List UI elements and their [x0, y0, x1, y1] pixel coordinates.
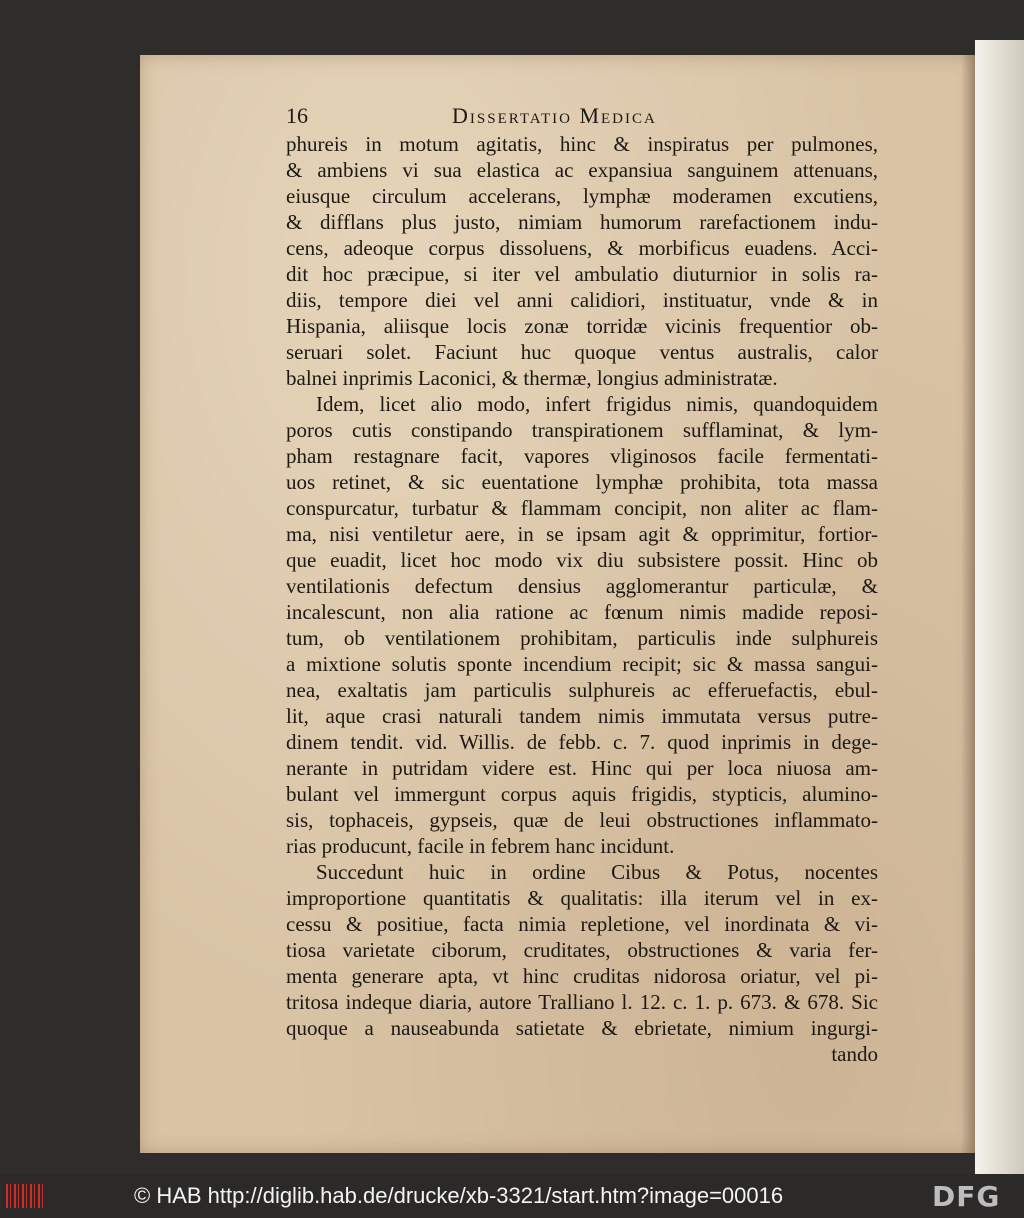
text-line: pham restagnare facit, vapores vliginosos facile fermentati- [286, 444, 878, 468]
barcode-icon [6, 1184, 46, 1208]
running-title: Dissertatio Medica [452, 103, 657, 128]
text-line: bulant vel immergunt corpus aquis frigidis, stypticis, alumino- [286, 782, 878, 806]
text-line: nerante in putridam videre est. Hinc qui per loca niuosa am- [286, 756, 878, 780]
text-line: dinem tendit. vid. Willis. de febb. c. 7. quod inprimis in dege- [286, 730, 878, 754]
page-text-block [286, 103, 878, 1067]
text-line: diis, tempore diei vel anni calidiori, instituatur, vnde & in [286, 288, 878, 312]
text-line: tum, ob ventilationem prohibitam, particulis inde sulphureis [286, 626, 878, 650]
copyright-link[interactable]: © HAB http://diglib.hab.de/drucke/xb-3321/start.htm?image=00016 [134, 1183, 784, 1208]
text-line: Idem, licet alio modo, infert frigidus nimis, quandoquidem [316, 392, 878, 416]
viewer-footer [0, 1174, 1024, 1218]
text-line: & ambiens vi sua elastica ac expansiua sanguinem attenuans, [286, 158, 878, 182]
text-line: cens, adeoque corpus dissoluens, & morbificus euadens. Acci- [286, 236, 878, 260]
text-line: uos retinet, & sic euentatione lymphæ prohibita, tota massa [286, 470, 878, 494]
text-line: conspurcatur, turbatur & flammam concipit, non aliter ac flam- [286, 496, 878, 520]
text-line: quoque a nauseabunda satietate & ebrietate, nimium ingurgi- [286, 1016, 878, 1040]
text-line: dit hoc præcipue, si iter vel ambulatio diuturnior in solis ra- [286, 262, 878, 286]
text-line: tritosa indeque diaria, autore Tralliano l. 12. c. 1. p. 673. & 678. Sic [286, 990, 878, 1014]
text-line: Hispania, aliisque locis zonæ torridæ vicinis frequentior ob- [286, 314, 878, 338]
text-line: nea, exaltatis jam particulis sulphureis ac efferuefactis, ebul- [286, 678, 878, 702]
text-line: a mixtione solutis sponte incendium recipit; sic & massa sangui- [286, 652, 878, 676]
facing-page-edge [975, 40, 1024, 1174]
text-line: eiusque circulum accelerans, lymphæ moderamen excutiens, [286, 184, 878, 208]
text-line: phureis in motum agitatis, hinc & inspiratus per pulmones, [286, 132, 878, 156]
page-number: 16 [286, 103, 308, 128]
page-gutter-shadow [961, 55, 975, 1153]
dfg-logo: DFG [932, 1180, 1001, 1213]
text-line: balnei inprimis Laconici, & thermæ, longius administratæ. [286, 366, 778, 390]
text-line: rias producunt, facile in febrem hanc incidunt. [286, 834, 675, 858]
text-line: que euadit, licet hoc modo vix diu subsistere possit. Hinc ob [286, 548, 878, 572]
catchword: tando [831, 1042, 878, 1066]
text-line: ma, nisi ventiletur aere, in se ipsam agit & opprimitur, fortior- [286, 522, 878, 546]
text-line: poros cutis constipando transpirationem sufflaminat, & lym- [286, 418, 878, 442]
text-line: Succedunt huic in ordine Cibus & Potus, nocentes [316, 860, 878, 884]
book-page [140, 55, 975, 1153]
text-line: menta generare apta, vt hinc cruditas nidorosa oriatur, vel pi- [286, 964, 878, 988]
text-line: & difflans plus justo, nimiam humorum rarefactionem indu- [286, 210, 878, 234]
text-line: ventilationis defectum densius agglomerantur particulæ, & [286, 574, 878, 598]
running-head [286, 103, 878, 131]
text-line: incalescunt, non alia ratione ac fœnum nimis madide reposi- [286, 600, 878, 624]
text-line: lit, aque crasi naturali tandem nimis immutata versus putre- [286, 704, 878, 728]
text-line: improportione quantitatis & qualitatis: illa iterum vel in ex- [286, 886, 878, 910]
text-line: sis, tophaceis, gypseis, quæ de leui obstructiones inflammato- [286, 808, 878, 832]
text-line: seruari solet. Faciunt huc quoque ventus australis, calor [286, 340, 878, 364]
text-line: tiosa varietate ciborum, cruditates, obstructiones & varia fer- [286, 938, 878, 962]
text-line: cessu & positiue, facta nimia repletione, vel inordinata & vi- [286, 912, 878, 936]
